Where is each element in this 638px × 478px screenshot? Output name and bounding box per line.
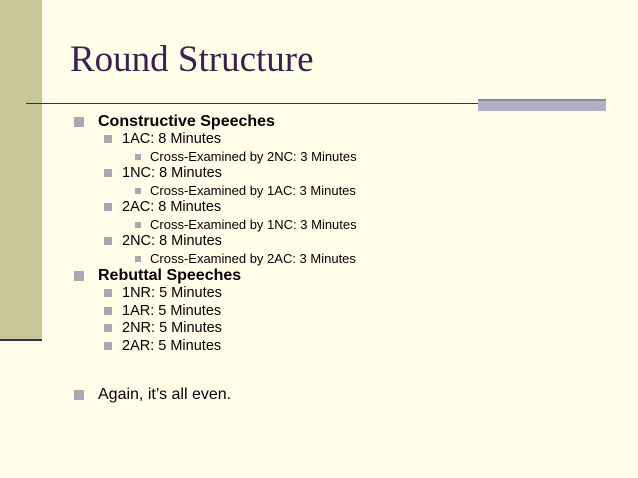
- square-bullet-icon: [104, 324, 112, 332]
- bullet-text: Cross-Examined by 2NC: 3 Minutes: [150, 149, 357, 164]
- bullet-item: [104, 285, 222, 301]
- square-bullet-icon: [135, 154, 141, 160]
- bullet-item: [104, 303, 221, 319]
- bullet-text: Cross-Examined by 1AC: 3 Minutes: [150, 183, 356, 198]
- bullet-item: [135, 183, 356, 198]
- square-bullet-icon: [104, 203, 112, 211]
- bullet-text: 2NR: 5 Minutes: [122, 320, 222, 336]
- bullet-item: [104, 320, 222, 336]
- bullet-text: Cross-Examined by 1NC: 3 Minutes: [150, 217, 357, 232]
- square-bullet-icon: [104, 135, 112, 143]
- bullet-text: 1AC: 8 Minutes: [122, 131, 222, 147]
- bullet-item: [104, 131, 221, 147]
- bullet-item: [74, 113, 275, 131]
- bullet-text: 1NR: 5 Minutes: [122, 285, 222, 301]
- bullet-text: 1AR: 5 Minutes: [122, 303, 222, 319]
- square-bullet-icon: [104, 342, 112, 350]
- bullet-text: Again, it’s all even.: [98, 386, 232, 403]
- bullet-item: [104, 165, 222, 181]
- square-bullet-icon: [135, 222, 141, 228]
- bullet-item: [135, 251, 356, 266]
- square-bullet-icon: [104, 289, 112, 297]
- slide-title: Round Structure: [70, 39, 314, 80]
- square-bullet-icon: [104, 237, 112, 245]
- square-bullet-icon: [135, 188, 141, 194]
- bullet-text: Constructive Speeches: [98, 113, 275, 130]
- bullet-text: 1NC: 8 Minutes: [122, 165, 222, 181]
- square-bullet-icon: [74, 390, 84, 400]
- bullet-item: [104, 233, 222, 249]
- bullet-item: [135, 217, 357, 232]
- square-bullet-icon: [74, 117, 84, 127]
- bullet-item: [74, 386, 231, 404]
- bullet-text: Rebuttal Speeches: [98, 267, 242, 284]
- square-bullet-icon: [104, 169, 112, 177]
- square-bullet-icon: [104, 307, 112, 315]
- bullet-item: [104, 338, 221, 354]
- bullet-text: Cross-Examined by 2AC: 3 Minutes: [150, 251, 356, 266]
- bullet-text: 2NC: 8 Minutes: [122, 233, 222, 249]
- square-bullet-icon: [135, 256, 141, 262]
- bullet-item: [104, 199, 221, 215]
- bullet-item: [135, 149, 357, 164]
- square-bullet-icon: [74, 271, 84, 281]
- bullet-item: [74, 267, 241, 285]
- bullet-text: 2AC: 8 Minutes: [122, 199, 222, 215]
- bullet-text: 2AR: 5 Minutes: [122, 338, 222, 354]
